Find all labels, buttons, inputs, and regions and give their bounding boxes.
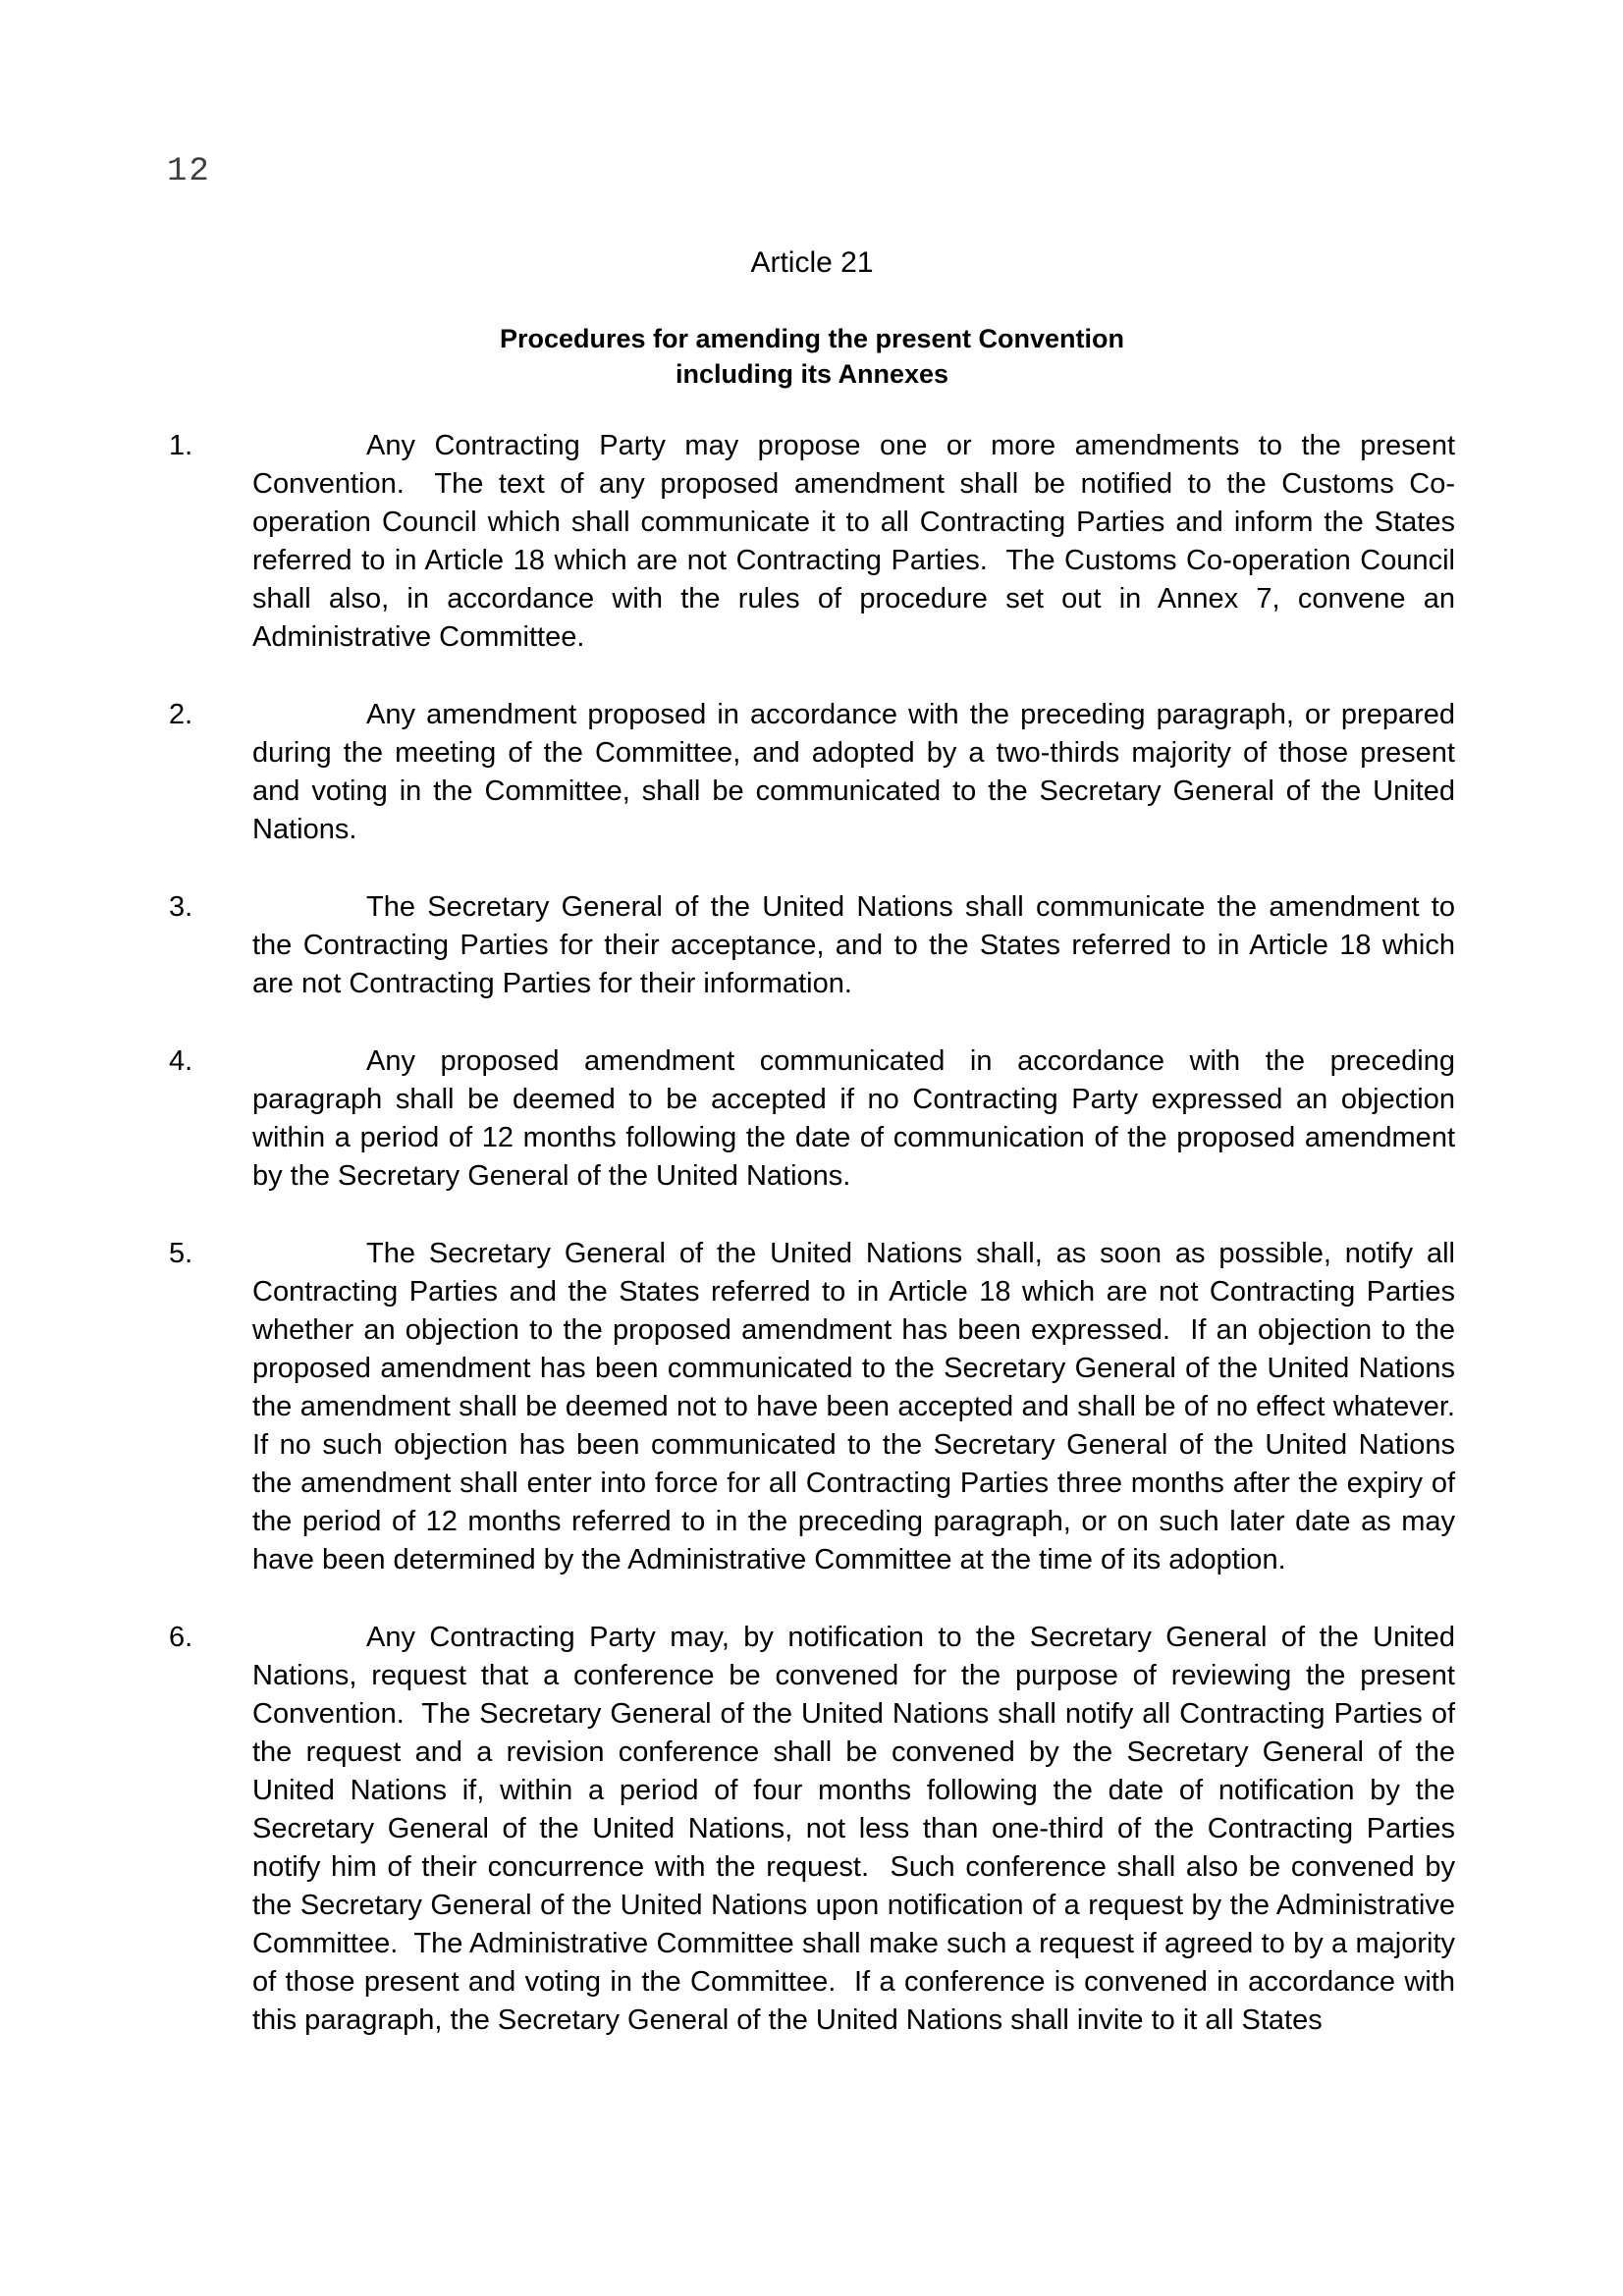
- paragraph-1-text: Any Contracting Party may propose one or more amendments to the present Convention. The text of any proposed amendment shall be notified to the Customs Co-operation Council which shall communicate it to all Contracting Parties and inform the States referred to in Article 18 which are not Contracting Parties. The Customs Co-operation Council shall also, in accordance with the rules of procedure set out in Annex 7, convene an Administrative Committee.: [252, 430, 1464, 653]
- paragraph-5: [169, 1235, 1472, 1579]
- document-content: [169, 243, 1472, 2079]
- paragraph-6-number: 6.: [169, 1622, 193, 1653]
- article-subtitle: [169, 321, 1455, 392]
- paragraph-5-number: 5.: [169, 1238, 193, 1269]
- paragraph-6-text: Any Contracting Party may, by notification to the Secretary General of the United Nations, request that a conference be convened for the purpose of reviewing the present Convention. The Secretary General of the United Nations shall notify all Contracting Parties of the request and a revision conference shall be convened by the Secretary General of the United Nations if, within a period of four months following the date of notification by the Secretary General of the United Nations, not less than one-third of the Contracting Parties notify him of their concurrence with the request. Such conference shall also be convened by the Secretary General of the United Nations upon notification of a request by the Administrative Committee. The Administrative Committee shall make such a request if agreed to by a majority of those present and voting in the Committee. If a conference is convened in accordance with this paragraph, the Secretary General of the United Nations shall invite to it all States: [252, 1622, 1464, 2036]
- paragraph-3-text: The Secretary General of the United Nations shall communicate the amendment to the Contracting Parties for their acceptance, and to the States referred to in Article 18 which are not Contracting Parties for their information.: [252, 891, 1464, 999]
- paragraph-2-text: Any amendment proposed in accordance with the preceding paragraph, or prepared during the meeting of the Committee, and adopted by a two-thirds majority of those present and voting in the Committee, shall be communicated to the Secretary General of the United Nations.: [252, 699, 1464, 845]
- paragraph-1: [169, 427, 1464, 657]
- paragraph-2-number: 2.: [169, 699, 193, 730]
- paragraph-5-text: The Secretary General of the United Nations shall, as soon as possible, notify all Contracting Parties and the States referred to in Article 18 which are not Contracting Parties whether an objection to the proposed amendment has been expressed. If an objection to the proposed amendment has been communicated to the Secretary General of the United Nations the amendment shall be deemed not to have been accepted and shall be of no effect whatever. If no such objection has been communicated to the Secretary General of the United Nations the amendment shall enter into force for all Contracting Parties three months after the expiry of the period of 12 months referred to in the preceding paragraph, or on such later date as may have been determined by the Administrative Committee at the time of its adoption.: [252, 1238, 1472, 1575]
- subtitle-line-1: Procedures for amending the present Convention: [499, 324, 1125, 353]
- paragraph-3-number: 3.: [169, 891, 193, 923]
- paragraph-4: [169, 1042, 1464, 1196]
- page-number: 12: [167, 153, 211, 190]
- article-title: Article 21: [750, 246, 874, 279]
- paragraph-6: [169, 1619, 1464, 2040]
- paragraph-2: [169, 696, 1464, 849]
- paragraph-4-number: 4.: [169, 1045, 193, 1077]
- paragraph-1-number: 1.: [169, 430, 193, 461]
- paragraph-3: [169, 888, 1464, 1003]
- paragraph-4-text: Any proposed amendment communicated in accordance with the preceding paragraph shall be deemed to be accepted if no Contracting Party expressed an objection within a period of 12 months following the date of communication of the proposed amendment by the Secretary General of the United Nations.: [252, 1045, 1464, 1192]
- subtitle-line-2: including its Annexes: [675, 359, 949, 389]
